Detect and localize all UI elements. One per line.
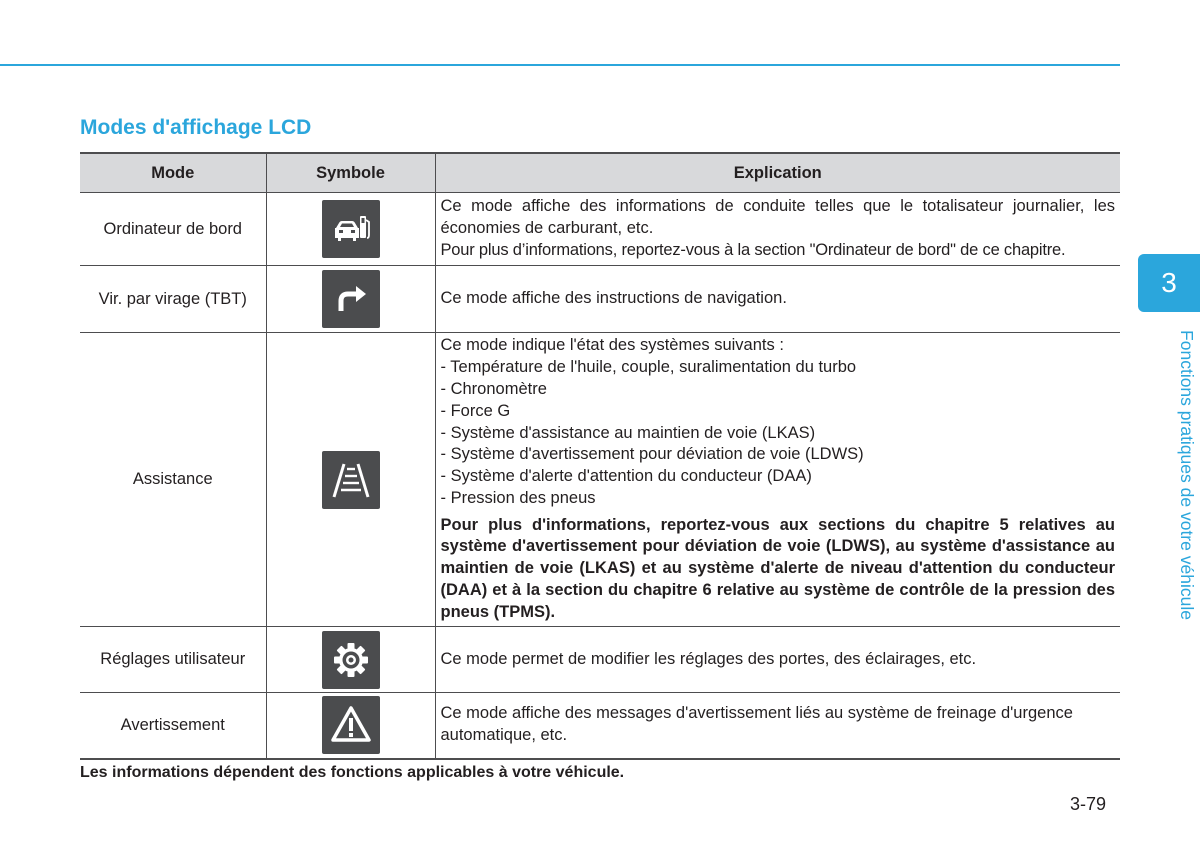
- section-title: Modes d'affichage LCD: [80, 116, 312, 139]
- list-item: - Pression des pneus: [440, 488, 596, 507]
- list-item: - Système d'assistance au maintien de voie (LKAS): [440, 423, 816, 442]
- table-row: [80, 693, 1120, 759]
- page-number: 3-79: [1070, 794, 1107, 814]
- list-item: - Chronomètre: [440, 379, 547, 398]
- explanation-cell: [435, 266, 1120, 333]
- header-symbol: Symbole: [266, 153, 435, 193]
- header-mode: Mode: [80, 153, 266, 193]
- turn-right-arrow-icon: [322, 270, 380, 328]
- table-row: [80, 333, 1120, 627]
- symbol-cell: [266, 193, 435, 266]
- chapter-title: Fonctions pratiques de votre véhicule: [1177, 330, 1197, 620]
- list-item: - Température de l'huile, couple, suralimentation du turbo: [440, 358, 857, 377]
- mode-name: Réglages utilisateur: [80, 627, 266, 693]
- table-row: [80, 266, 1120, 333]
- symbol-cell: [266, 333, 435, 627]
- header-explanation: Explication: [435, 153, 1120, 193]
- mode-name: Vir. par virage (TBT): [80, 266, 266, 333]
- explanation-cell: [435, 693, 1120, 759]
- systems-list: [441, 357, 1116, 510]
- explanation-cell: [435, 333, 1120, 627]
- table-row: [80, 627, 1120, 693]
- lane-assist-icon: [322, 451, 380, 509]
- explanation-cell: [435, 627, 1120, 693]
- explanation-line: Ce mode permet de modifier les réglages des portes, des éclairages, etc.: [440, 649, 977, 668]
- footnote: Les informations dépendent des fonctions applicables à votre véhicule.: [80, 764, 625, 781]
- explanation-line: Pour plus d’informations, reportez-vous à la section "Ordinateur de bord" de ce chapitre.: [440, 240, 1066, 259]
- chapter-side-label: [1172, 320, 1197, 630]
- mode-name: Ordinateur de bord: [80, 193, 266, 266]
- table-row: [80, 193, 1120, 266]
- explanation-line: Ce mode affiche des messages d'avertissement liés au système de freinage d'urgence automatique, etc.: [440, 704, 1073, 745]
- mode-name: Assistance: [80, 333, 266, 627]
- reference-note: Pour plus d'informations, reportez-vous aux sections du chapitre 5 relatives au système d'avertissement pour déviation de voie (LDWS), au système d'assistance au maintien de voie (LKAS) et au système d'alerte de niveau d'attention du conducteur (DAA) et à la section du chapitre 6 relative au système de contrôle de la pression des pneus (TPMS).: [440, 515, 1115, 621]
- symbol-cell: [266, 693, 435, 759]
- top-rule: [0, 64, 1120, 66]
- gear-icon: [322, 631, 380, 689]
- trip-computer-icon: [322, 200, 380, 258]
- explanation-line: Ce mode affiche des informations de conduite telles que le totalisateur journalier, les économies de carburant, etc.: [440, 197, 1115, 238]
- symbol-cell: [266, 627, 435, 693]
- chapter-number-tab: 3: [1138, 254, 1200, 312]
- list-item: - Système d'avertissement pour déviation de voie (LDWS): [440, 445, 864, 464]
- mode-name: Avertissement: [80, 693, 266, 759]
- list-item: - Force G: [440, 401, 511, 420]
- explanation-cell: [435, 193, 1120, 266]
- list-item: - Système d'alerte d'attention du conducteur (DAA): [440, 467, 812, 486]
- warning-triangle-icon: [322, 696, 380, 754]
- explanation-line: Ce mode affiche des instructions de navigation.: [440, 289, 787, 308]
- lcd-modes-table: [80, 152, 1120, 760]
- table-header-row: [80, 153, 1120, 193]
- explanation-intro: Ce mode indique l'état des systèmes suivants :: [440, 336, 784, 355]
- symbol-cell: [266, 266, 435, 333]
